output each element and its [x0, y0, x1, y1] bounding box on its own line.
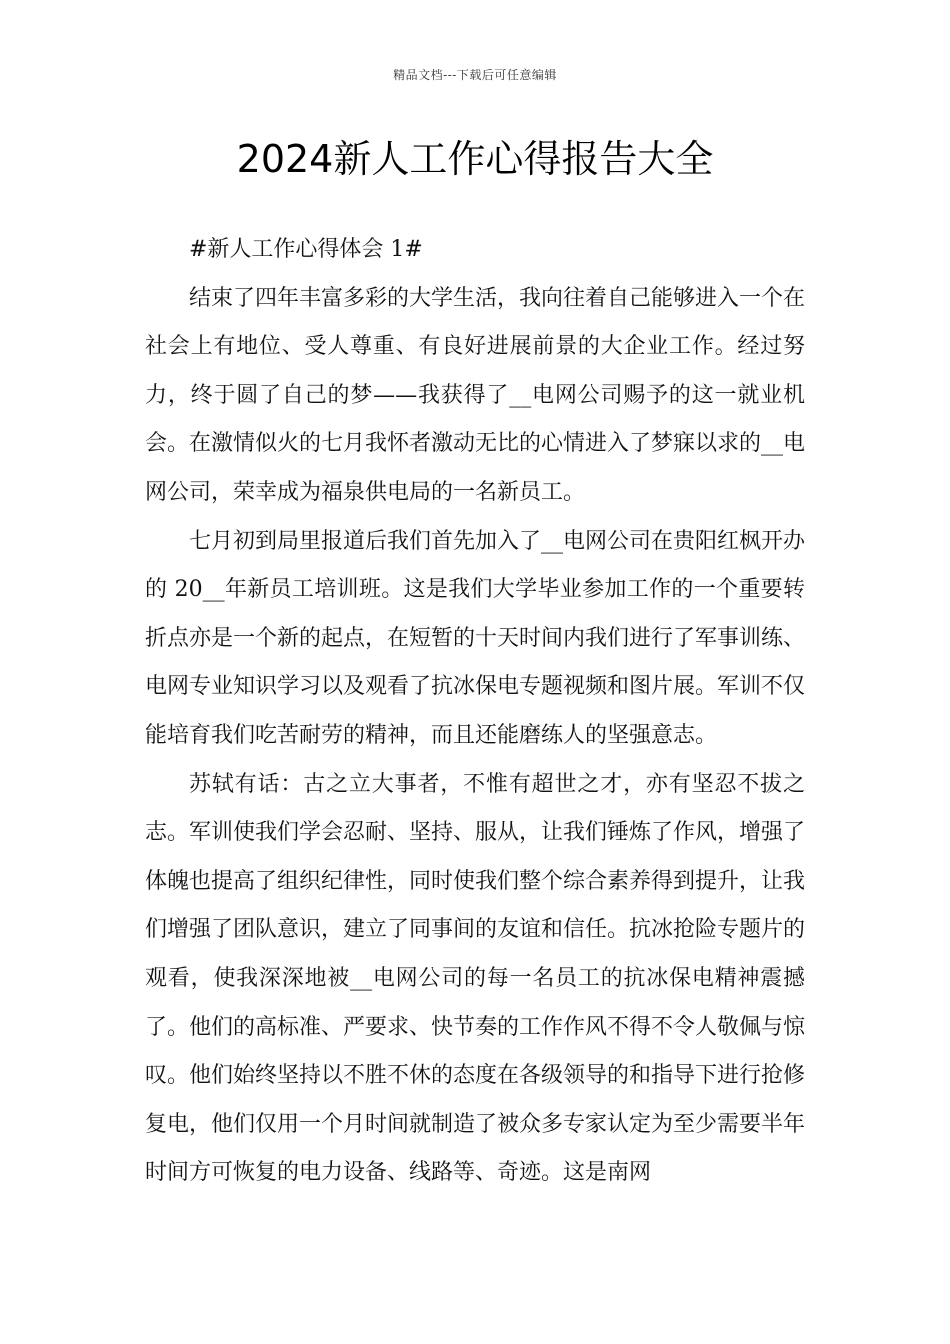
- paragraph-1: 结束了四年丰富多彩的大学生活，我向往着自己能够进入一个在社会上有地位、受人尊重、有良好进展前景的大企业工作。经过努力，终于圆了自己的梦——我获得了__电网公司赐予的这一就业机会。在激情似火的七月我怀者激动无比的心情进入了梦寐以求的__电网公司，荣幸成为福泉供电局的一名新员工。: [145, 285, 806, 505]
- section-heading: #新人工作心得体会 1#: [189, 237, 423, 262]
- paragraph-3: 苏轼有话：古之立大事者，不惟有超世之才，亦有坚忍不拔之志。军训使我们学会忍耐、坚持、服从，让我们锤炼了作风，增强了体魄也提高了组织纪律性，同时使我们整个综合素养得到提升，让我们增强了团队意识，建立了同事间的友谊和信任。抗冰抢险专题片的观看，使我深深地被__电网公司的每一名员工的抗冰保电精神震撼了。他们的高标准、严要求、快节奏的工作作风不得不令人敬佩与惊叹。他们始终坚持以不胜不休的态度在各级领导的和指导下进行抢修复电，他们仅用一个月时间就制造了被众多专家认定为至少需要半年时间方可恢复的电力设备、线路等、奇迹。这是南网: [145, 771, 806, 1186]
- document-title: 2024新人工作心得报告大全: [236, 137, 714, 181]
- header-note: 精品文档---下载后可任意编辑: [393, 68, 557, 82]
- document-body: [145, 226, 805, 1198]
- paragraph-2: 七月初到局里报道后我们首先加入了__电网公司在贵阳红枫开办的 20__年新员工培训班。这是我们大学毕业参加工作的一个重要转折点亦是一个新的起点，在短暂的十天时间内我们进行了军事训练、电网专业知识学习以及观看了抗冰保电专题视频和图片展。军训不仅能培育我们吃苦耐劳的精神，而且还能磨练人的坚强意志。: [145, 528, 806, 748]
